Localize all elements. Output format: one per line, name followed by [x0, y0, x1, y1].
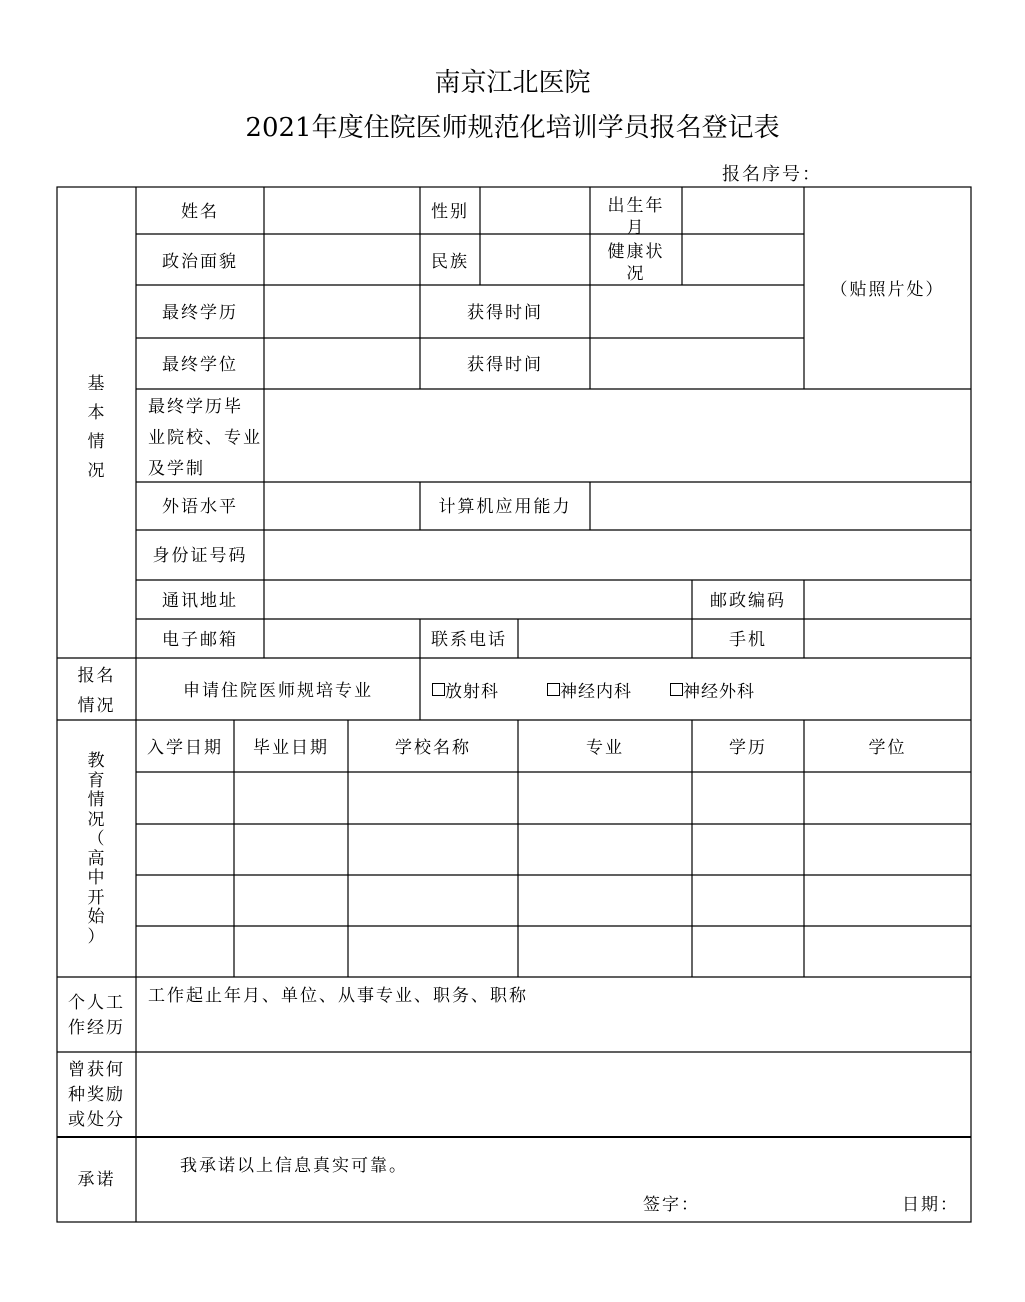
checkbox-icon[interactable] — [547, 683, 560, 696]
label-computer-skill: 计算机应用能力 — [438, 497, 572, 517]
option-neurosurgery[interactable]: 神经外科 — [670, 683, 755, 701]
section-work-line1: 个人工 — [68, 993, 125, 1013]
header-education-level: 学历 — [729, 738, 767, 758]
label-graduation-line3: 及学制 — [148, 459, 205, 479]
serial-number-label: 报名序号： — [722, 164, 822, 185]
section-apply-line1: 报名 — [77, 666, 116, 686]
label-final-degree: 最终学位 — [162, 355, 238, 375]
label-final-education: 最终学历 — [162, 303, 238, 323]
section-awards-line3: 或处分 — [68, 1110, 125, 1130]
label-politics: 政治面貌 — [162, 252, 238, 272]
section-basic-label: 基 本 情 况 — [87, 374, 105, 481]
label-graduation-line2: 业院校、专业 — [148, 428, 262, 448]
label-address: 通讯地址 — [162, 591, 238, 611]
label-ethnicity: 民族 — [431, 252, 469, 272]
label-id-number: 身份证号码 — [152, 546, 248, 566]
label-graduation-line1: 最终学历毕 — [148, 397, 243, 417]
header-enroll-date: 入学日期 — [147, 738, 223, 758]
label-obtain-time-degree: 获得时间 — [467, 355, 543, 375]
label-email: 电子邮箱 — [162, 630, 238, 650]
section-pledge-label: 承诺 — [77, 1170, 116, 1190]
checkbox-icon[interactable] — [670, 683, 683, 696]
form-title: 2021年度住院医师规范化培训学员报名登记表 — [245, 113, 780, 143]
header-degree: 学位 — [868, 738, 907, 758]
section-work-line2: 作经历 — [68, 1018, 125, 1038]
date-label: 日期： — [902, 1195, 959, 1215]
label-foreign-language: 外语水平 — [162, 497, 238, 517]
signature-label: 签字： — [643, 1195, 700, 1215]
section-awards-line1: 曾获何 — [68, 1060, 125, 1080]
hospital-name: 南京江北医院 — [434, 68, 591, 98]
label-obtain-time-education: 获得时间 — [467, 303, 543, 323]
option-radiology[interactable]: 放射科 — [432, 683, 499, 701]
section-apply-line2: 情况 — [77, 696, 116, 716]
label-gender: 性别 — [431, 202, 469, 222]
header-graduation-date: 毕业日期 — [253, 738, 329, 758]
label-name: 姓名 — [181, 202, 219, 222]
section-education-label: 教 育 情 况 （ 高 中 开 始 ） — [87, 751, 105, 947]
checkbox-icon[interactable] — [432, 683, 445, 696]
section-awards-line2: 种奖励 — [68, 1085, 125, 1105]
pledge-text: 我承诺以上信息真实可靠。 — [180, 1156, 408, 1176]
header-major: 专业 — [586, 738, 624, 758]
photo-placeholder: （贴照片处） — [830, 280, 945, 300]
label-phone: 联系电话 — [431, 630, 507, 650]
label-health: 健康状况 — [607, 242, 665, 284]
label-postcode: 邮政编码 — [710, 591, 786, 611]
work-experience-hint: 工作起止年月、单位、从事专业、职务、职称 — [148, 986, 528, 1006]
header-school-name: 学校名称 — [395, 738, 471, 758]
label-mobile: 手机 — [729, 630, 767, 650]
label-birth-date: 出生年月 — [607, 196, 665, 234]
label-apply-specialty: 申请住院医师规培专业 — [183, 681, 373, 701]
option-neurology[interactable]: 神经内科 — [547, 683, 632, 701]
